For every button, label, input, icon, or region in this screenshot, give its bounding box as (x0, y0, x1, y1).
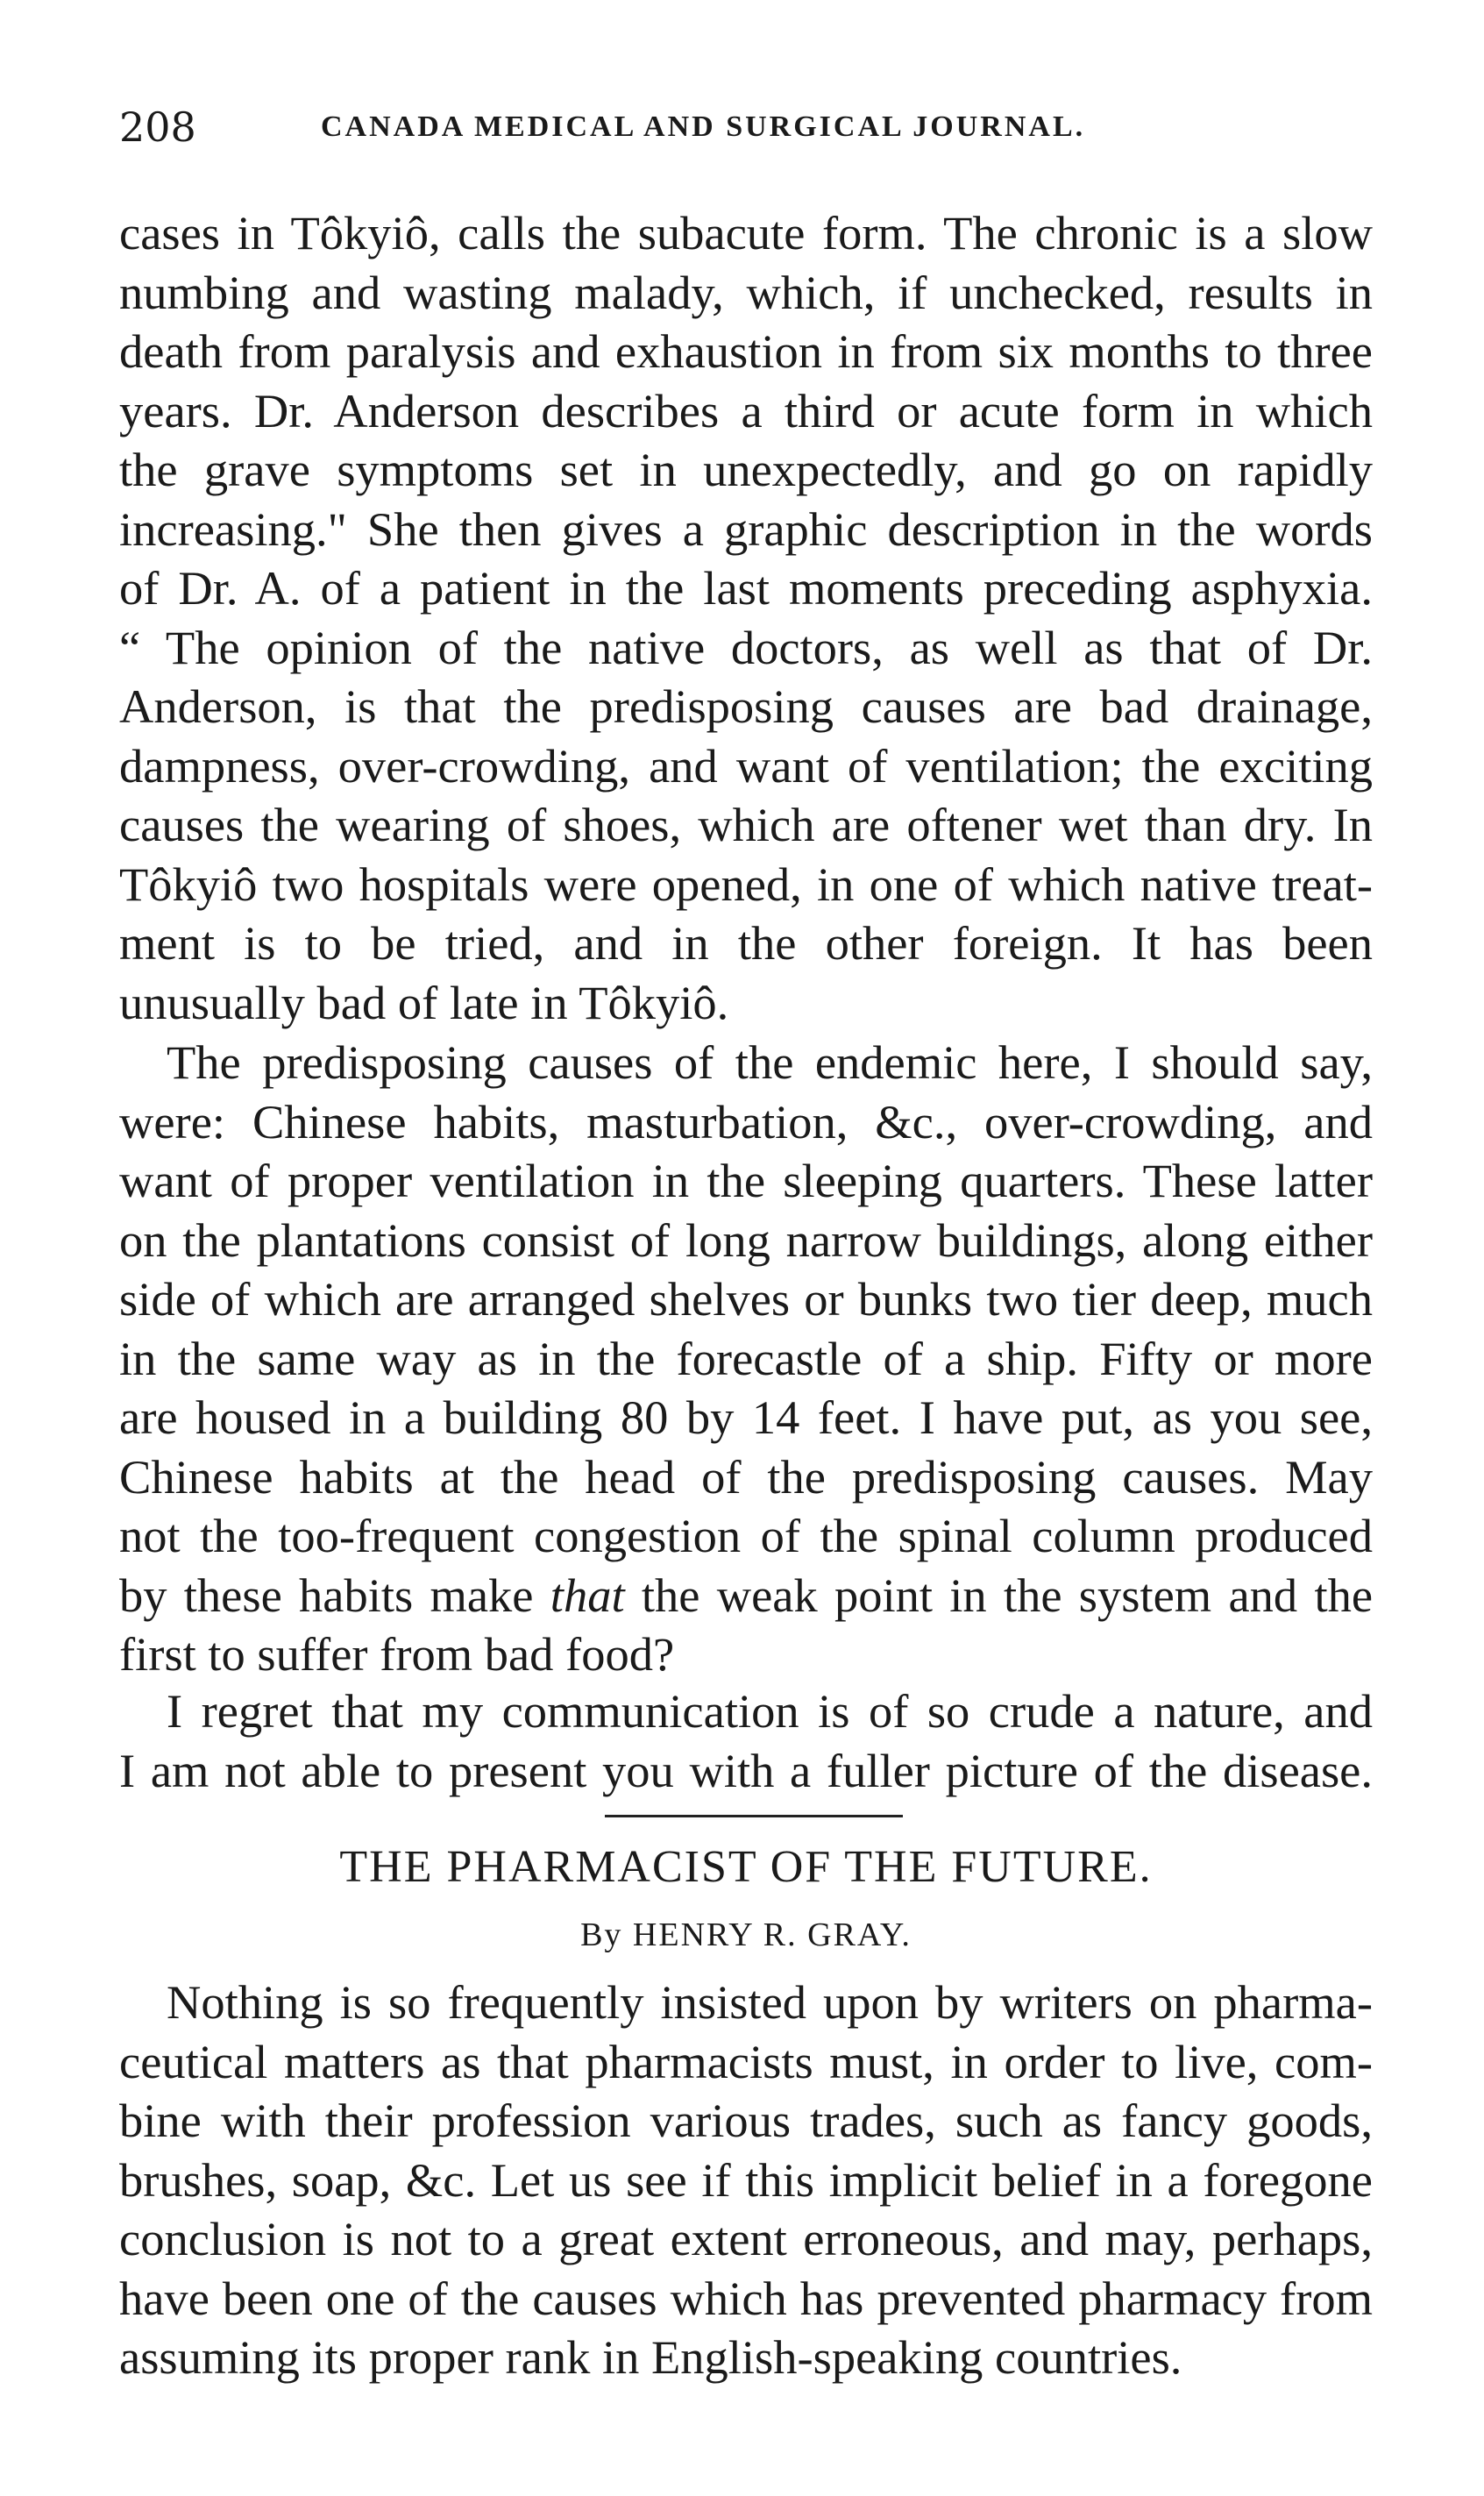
text-line: Nothing is so frequently insisted upon by writers on pharma- (167, 1975, 1373, 2029)
paragraph-closing (119, 1682, 1373, 1800)
text-line: in the same way as in the forecastle of a ship. Fifty or more (119, 1331, 1373, 1385)
text-line: Tôkyiô two hospitals were opened, in one of which native treat- (119, 857, 1373, 911)
text-line: not the too-frequent congestion of the spinal column produced (119, 1509, 1373, 1562)
text-line: “ The opinion of the native doctors, as well as that of Dr. (119, 620, 1373, 674)
text-line-with-italic (119, 1566, 1373, 1625)
text-segment: the weak point in the system and the (641, 1568, 1373, 1622)
article-title: THE PHARMACIST OF THE FUTURE. (339, 1842, 1153, 1892)
text-line: side of which are arranged shelves or bunks two tier deep, much (119, 1272, 1373, 1326)
text-line: dampness, over-crowding, and want of ventilation; the exciting (119, 738, 1373, 793)
text-line: bine with their profession various trades, such as fancy goods, (119, 2094, 1373, 2147)
text-line: unusually bad of late in Tôkyiô. (119, 975, 729, 1029)
text-line: Anderson, is that the predisposing causes are bad drainage, (119, 679, 1373, 733)
text-line: the grave symptoms set in unexpectedly, and go on rapidly (119, 443, 1373, 496)
text-line: ceutical matters as that pharmacists must, in order to live, com- (119, 2034, 1373, 2088)
text-line: have been one of the causes which has prevented pharmacy from (119, 2271, 1373, 2325)
text-line: were: Chinese habits, masturbation, &c., over-crowding, and (119, 1094, 1373, 1148)
text-line: assuming its proper rank in English-speaking countries. (119, 2330, 1182, 2384)
text-line: want of proper ventilation in the sleeping quarters. These latter (119, 1154, 1373, 1207)
text-line: years. Dr. Anderson describes a third or acute form in which (119, 383, 1373, 437)
text-line: I am not able to present you with a fuller picture of the disease. (119, 1743, 1373, 1797)
article-byline: By HENRY R. GRAY. (580, 1916, 912, 1953)
page-number: 208 (119, 103, 196, 151)
text-line: conclusion is not to a great extent erroneous, and may, perhaps, (119, 2212, 1373, 2265)
running-head (119, 103, 1373, 156)
text-line: brushes, soap, &c. Let us see if this implicit belief in a foregone (119, 2152, 1373, 2207)
text-line: are housed in a building 80 by 14 feet. I have put, as you see, (119, 1390, 1373, 1444)
paragraph-predisposing-causes (119, 1033, 1373, 1684)
text-line: on the plantations consist of long narrow buildings, along either (119, 1212, 1373, 1267)
text-line: Chinese habits at the head of the predisposing causes. May (119, 1449, 1373, 1504)
section-divider (605, 1815, 903, 1817)
text-line: cases in Tôkyiô, calls the subacute form. The chronic is a slow (119, 206, 1373, 260)
text-line: ment is to be tried, and in the other foreign. It has been (119, 916, 1373, 970)
text-line: The predisposing causes of the endemic here, I should say, (167, 1035, 1373, 1089)
text-line: I regret that my communication is of so crude a nature, and (167, 1684, 1373, 1738)
italic-word: that (550, 1568, 625, 1622)
paragraph-continued (119, 203, 1373, 1032)
text-line: death from paralysis and exhaustion in from six months to three (119, 324, 1373, 378)
text-line: causes the wearing of shoes, which are oftener wet than dry. In (119, 798, 1373, 851)
text-line: first to suffer from bad food? (119, 1627, 675, 1681)
paragraph-article-opening (119, 1973, 1373, 2387)
journal-title: CANADA MEDICAL AND SURGICAL JOURNAL. (321, 110, 1086, 143)
text-line: of Dr. A. of a patient in the last moments preceding asphyxia. (119, 561, 1373, 615)
text-line: increasing." She then gives a graphic description in the words (119, 501, 1373, 556)
text-line: numbing and wasting malady, which, if unchecked, results in (119, 265, 1373, 319)
text-segment: by these habits make (119, 1568, 534, 1622)
